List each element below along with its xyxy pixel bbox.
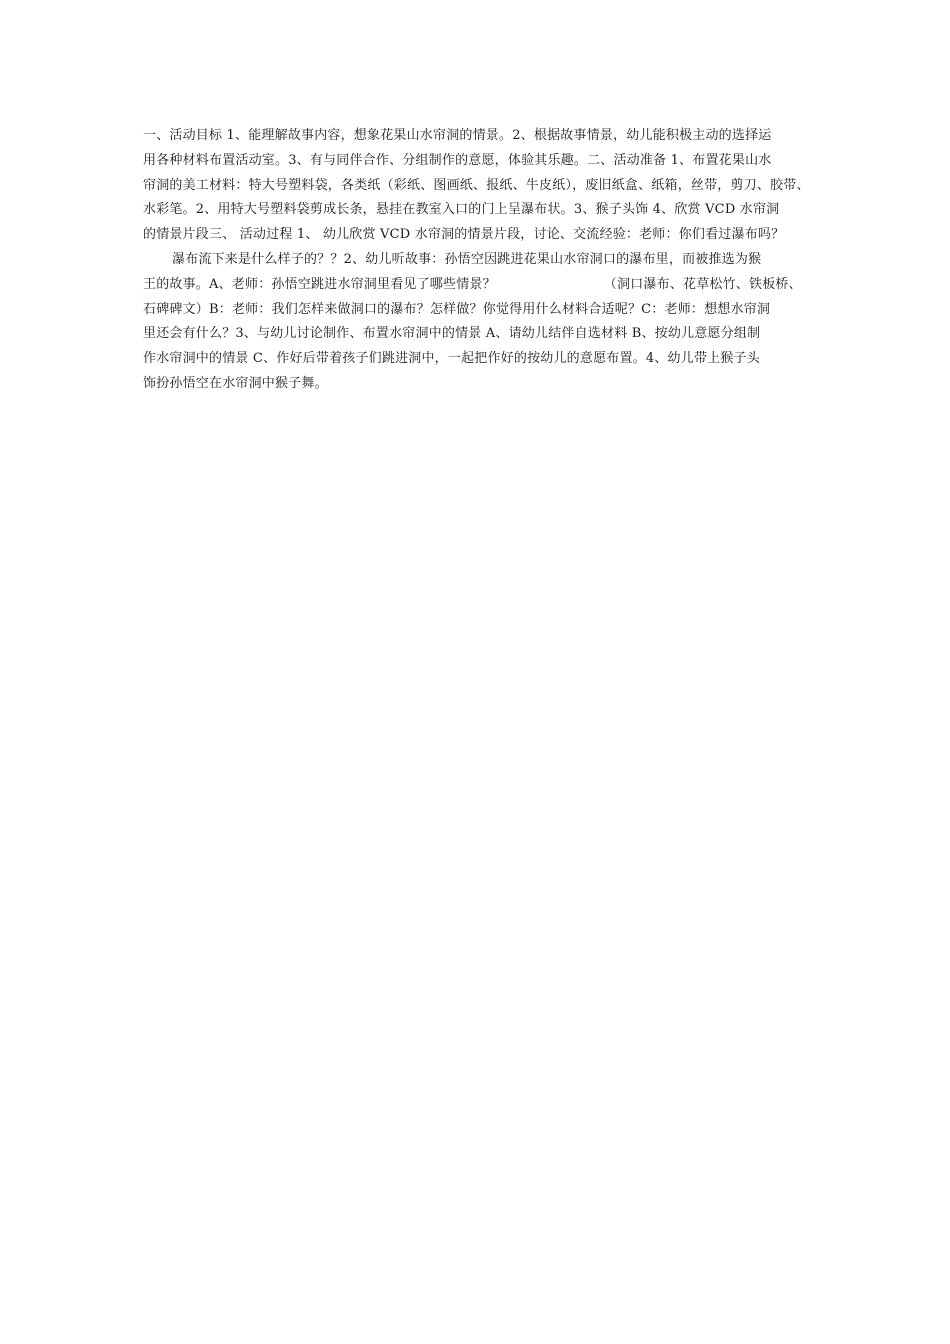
text-line-split [143, 273, 813, 298]
text-line: 作水帘洞中的情景 C、作好后带着孩子们跳进洞中，一起把作好的按幼儿的意愿布置。4、幼儿带上猴子头 [143, 351, 760, 367]
text-line: 水彩笔。2、用特大号塑料袋剪成长条，悬挂在教室入口的门上呈瀑布状。3、猴子头饰 4、欣赏 VCD 水帘洞 [143, 202, 780, 218]
text-line: 帘洞的美工材料：特大号塑料袋，各类纸（彩纸、图画纸、报纸、牛皮纸），废旧纸盒、纸箱，丝带，剪刀、胶带、 [143, 177, 810, 193]
body-paragraph [143, 124, 813, 397]
text-line: 饰扮孙悟空在水帘洞中猴子舞。 [143, 375, 328, 391]
text-line: 的情景片段三、 活动过程 1、 幼儿欣赏 VCD 水帘洞的情景片段，讨论、交流经验：老师：你们看过瀑布吗？ [143, 227, 785, 243]
text-line: 用各种材料布置活动室。3、有与同伴合作、分组制作的意愿，体验其乐趣。二、活动准备 1、布置花果山水 [143, 152, 772, 168]
text-segment: （洞口瀑布、花草松竹、铁板桥、 [603, 276, 802, 292]
text-line: 里还会有什么？3、与幼儿讨论制作、布置水帘洞中的情景 A、请幼儿结伴自选材料 B、按幼儿意愿分组制 [143, 326, 761, 342]
text-line: 瀑布流下来是什么样子的？？2、幼儿听故事：孙悟空因跳进花果山水帘洞口的瀑布里，而被推选为猴 [172, 251, 762, 267]
text-segment: 王的故事。A、老师：孙悟空跳进水帘洞里看见了哪些情景？ [143, 276, 496, 292]
text-line: 石碑碑文）B：老师：我们怎样来做洞口的瀑布？怎样做？你觉得用什么材料合适呢？C：老师：想想水帘洞 [143, 301, 771, 317]
text-line: 一、活动目标 1、能理解故事内容，想象花果山水帘洞的情景。2、根据故事情景，幼儿能积极主动的选择运 [143, 128, 772, 143]
